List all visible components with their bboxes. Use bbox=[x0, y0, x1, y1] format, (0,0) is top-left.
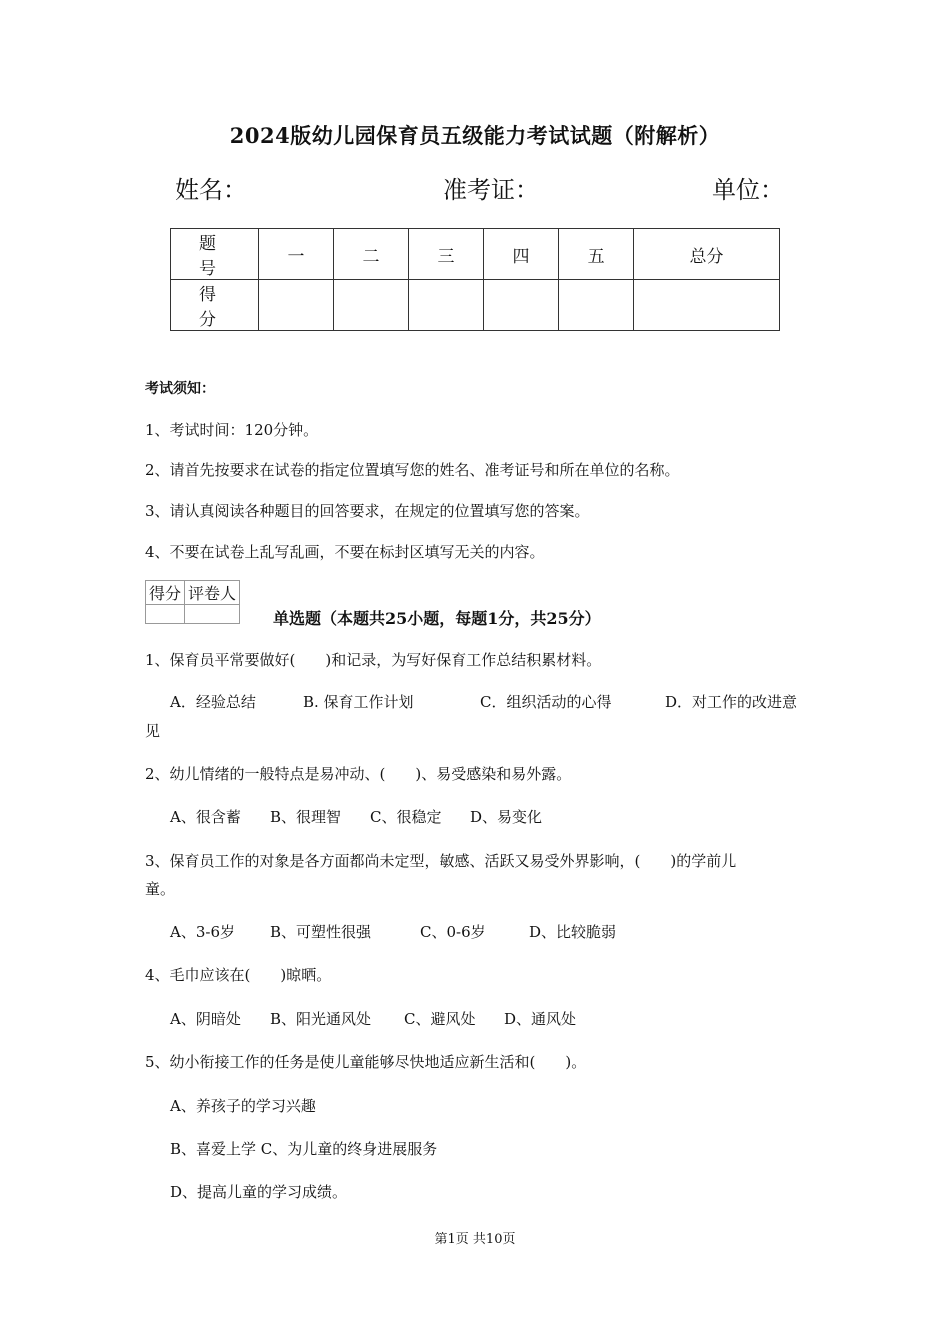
section-title: 单选题（本题共25小题，每题1分，共25分） bbox=[273, 609, 601, 628]
question-stem: 3、保育员工作的对象是各方面都尚未定型，敏感、活跃又易受外界影响，( )的学前儿 bbox=[145, 852, 737, 870]
page-title: 2024版幼儿园保育员五级能力考试试题（附解析） bbox=[229, 123, 721, 148]
option-row bbox=[170, 806, 542, 827]
question-stem: 4、毛巾应该在( )晾晒。 bbox=[145, 966, 332, 984]
score-table-header-cell: 四 bbox=[484, 229, 559, 280]
page-footer: 第1页 共10页 bbox=[434, 1232, 516, 1247]
score-table-header-label: 题 号 bbox=[171, 229, 259, 280]
option-b[interactable]: B. 保育工作计划 bbox=[303, 693, 414, 711]
grader-score-label: 得分 bbox=[146, 581, 185, 605]
option-b[interactable]: B、阳光通风处 bbox=[270, 1010, 372, 1028]
question-stem: 1、保育员平常要做好( )和记录，为写好保育工作总结积累材料。 bbox=[145, 651, 602, 669]
score-table bbox=[170, 228, 780, 331]
option-wrap-text: 见 bbox=[145, 722, 161, 740]
option-d[interactable]: D、比较脆弱 bbox=[529, 923, 617, 941]
score-table-row-label: 得 分 bbox=[171, 280, 259, 331]
option-a[interactable]: A、很含蓄 bbox=[170, 808, 241, 826]
unit-field-label: 单位： bbox=[712, 176, 784, 204]
option-d[interactable]: D、通风处 bbox=[504, 1010, 577, 1028]
score-cell[interactable] bbox=[334, 280, 409, 331]
option-row bbox=[170, 921, 616, 942]
score-cell[interactable] bbox=[259, 280, 334, 331]
notice-item: 2、请首先按要求在试卷的指定位置填写您的姓名、准考证号和所在单位的名称。 bbox=[145, 461, 680, 479]
option-a[interactable]: A、3-6岁 bbox=[170, 923, 235, 941]
grader-box bbox=[145, 580, 240, 624]
option-d[interactable]: D．对工作的改进意 bbox=[665, 693, 798, 711]
score-cell[interactable] bbox=[409, 280, 484, 331]
option-c[interactable]: C、很稳定 bbox=[370, 808, 442, 826]
option-c[interactable]: C、0-6岁 bbox=[420, 923, 486, 941]
notice-heading: 考试须知： bbox=[145, 381, 215, 397]
question-stem-wrap: 童。 bbox=[145, 880, 176, 898]
score-table-header-cell: 二 bbox=[334, 229, 409, 280]
option-row bbox=[170, 691, 797, 712]
name-field-label: 姓名： bbox=[175, 176, 247, 204]
option-c[interactable]: C．组织活动的心得 bbox=[480, 693, 612, 711]
score-table-header-cell: 总分 bbox=[634, 229, 780, 280]
score-cell[interactable] bbox=[634, 280, 780, 331]
score-cell[interactable] bbox=[484, 280, 559, 331]
candidate-fields bbox=[175, 170, 785, 204]
notice-item: 4、不要在试卷上乱写乱画，不要在标封区填写无关的内容。 bbox=[145, 543, 545, 561]
option-c[interactable]: C、避风处 bbox=[404, 1010, 476, 1028]
score-table-header-cell: 一 bbox=[259, 229, 334, 280]
question-stem: 5、幼小衔接工作的任务是使儿童能够尽快地适应新生活和( )。 bbox=[145, 1053, 587, 1071]
option-line[interactable]: B、喜爱上学 C、为儿童的终身进展服务 bbox=[170, 1140, 438, 1158]
question-stem: 2、幼儿情绪的一般特点是易冲动、( )、易受感染和易外露。 bbox=[145, 765, 572, 783]
option-d[interactable]: D、易变化 bbox=[470, 808, 543, 826]
grader-score-cell[interactable] bbox=[146, 605, 185, 624]
option-line[interactable]: A、养孩子的学习兴趣 bbox=[170, 1097, 316, 1115]
score-table-header-row bbox=[171, 229, 780, 280]
option-a[interactable]: A．经验总结 bbox=[170, 693, 256, 711]
option-a[interactable]: A、阴暗处 bbox=[170, 1010, 241, 1028]
score-cell[interactable] bbox=[559, 280, 634, 331]
exam-id-field-label: 准考证： bbox=[443, 176, 539, 204]
option-b[interactable]: B、很理智 bbox=[270, 808, 342, 826]
score-table-score-row bbox=[171, 280, 780, 331]
score-table-header-cell: 五 bbox=[559, 229, 634, 280]
option-b[interactable]: B、可塑性很强 bbox=[270, 923, 372, 941]
notice-item: 1、考试时间：120分钟。 bbox=[145, 421, 319, 439]
notice-item: 3、请认真阅读各种题目的回答要求，在规定的位置填写您的答案。 bbox=[145, 502, 590, 520]
score-table-header-cell: 三 bbox=[409, 229, 484, 280]
grader-name-label: 评卷人 bbox=[185, 581, 240, 605]
grader-name-cell[interactable] bbox=[185, 605, 240, 624]
option-row bbox=[170, 1008, 576, 1029]
option-line[interactable]: D、提高儿童的学习成绩。 bbox=[170, 1183, 348, 1201]
